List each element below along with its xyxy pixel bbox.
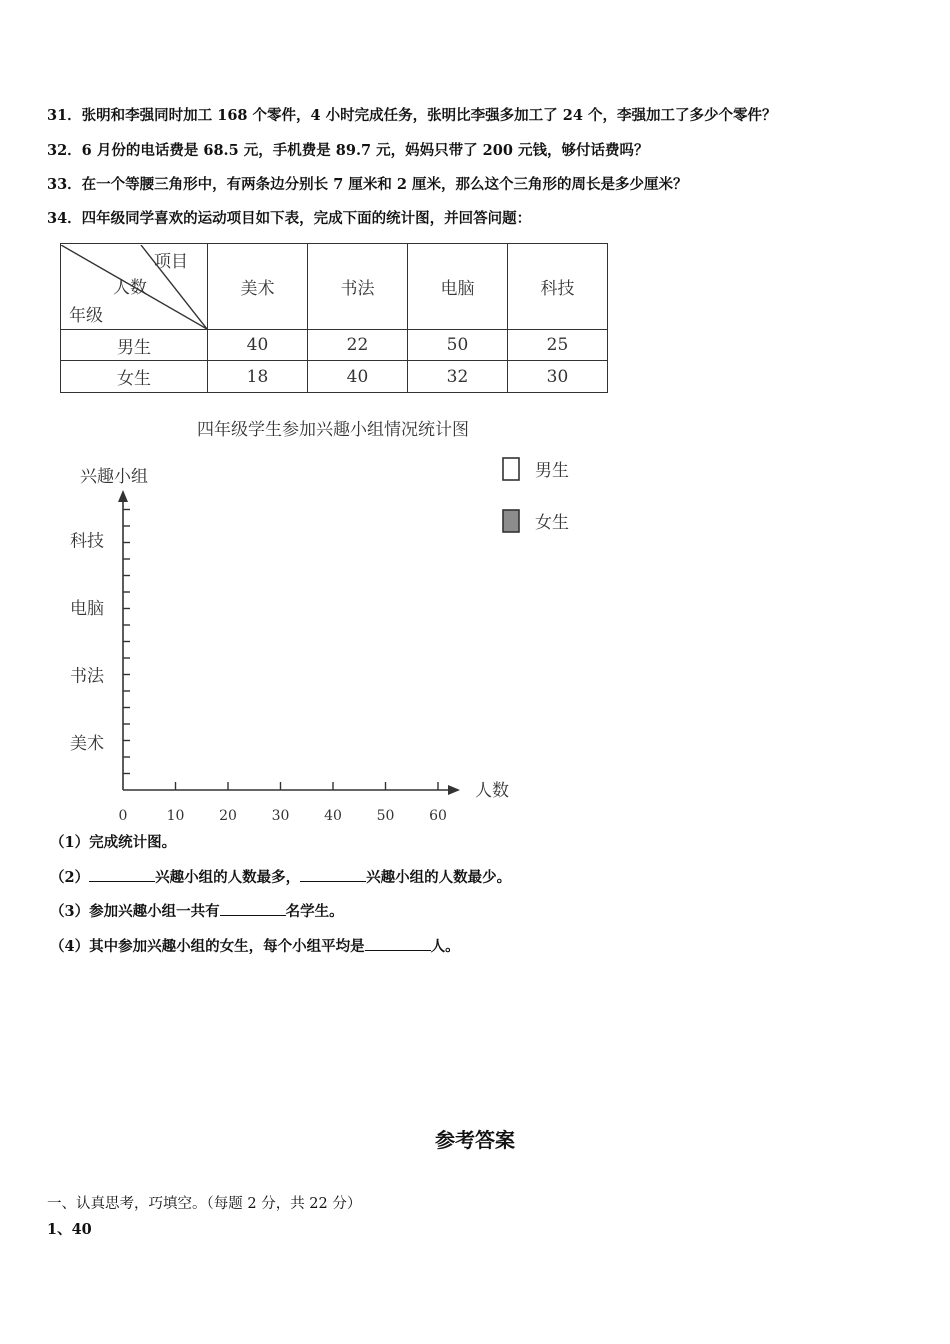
table-cell: 22: [308, 330, 408, 361]
table-row: [61, 330, 608, 361]
sub-question-2-middle: 兴趣小组的人数最多，: [155, 869, 301, 886]
sub-question-2: [50, 866, 511, 887]
row-label: 男生: [61, 330, 208, 361]
table-cell: 30: [508, 361, 608, 393]
legend-label: 女生: [535, 513, 569, 533]
table-cell: 40: [308, 361, 408, 393]
question-31: 31．张明和李强同时加工 168 个零件，4 小时完成任务，张明比李强多加工了 24 个，李强加工了多少个零件？: [47, 107, 777, 124]
x-tick-label: 30: [271, 808, 290, 824]
column-header: 美术: [208, 244, 308, 330]
column-header: 科技: [508, 244, 608, 330]
corner-label-grade: 年级: [69, 305, 103, 326]
table-cell: 32: [408, 361, 508, 393]
column-header: 书法: [308, 244, 408, 330]
sub-question-2-prefix: （2）: [50, 869, 90, 886]
sub-question-4-suffix: 人。: [430, 938, 460, 955]
table-cell: 25: [508, 330, 608, 361]
x-tick-label: 60: [429, 808, 447, 824]
question-34: 34．四年级同学喜欢的运动项目如下表，完成下面的统计图，并回答问题：: [47, 210, 532, 227]
bar-chart: [0, 410, 950, 830]
sub-question-2-suffix: 兴趣小组的人数最少。: [366, 869, 512, 886]
x-tick-label: 50: [376, 808, 395, 824]
x-axis-label: 人数: [475, 781, 509, 801]
answer-blank[interactable]: [220, 901, 286, 916]
x-tick-label: 40: [324, 808, 342, 824]
row-label: 女生: [61, 361, 208, 393]
answer-1: 1、40: [47, 1221, 92, 1238]
y-category-label: 书法: [70, 666, 104, 687]
table-cell: 50: [408, 330, 508, 361]
answer-blank[interactable]: [365, 936, 431, 951]
table-corner-cell: [61, 244, 208, 330]
sub-question-4: [50, 935, 460, 956]
question-32: 32．6 月份的电话费是 68.5 元，手机费是 89.7 元，妈妈只带了 200 元钱，够付话费吗？: [47, 142, 649, 159]
answer-blank[interactable]: [89, 867, 155, 882]
sub-question-3: [50, 900, 344, 921]
data-table: [60, 243, 608, 393]
y-category-label: 科技: [70, 531, 104, 552]
legend-swatch: [503, 510, 519, 532]
sub-question-3-suffix: 名学生。: [285, 903, 344, 920]
answer-blank[interactable]: [300, 867, 366, 882]
sub-question-1: （1）完成统计图。: [50, 834, 177, 851]
y-category-label: 美术: [70, 734, 104, 754]
y-axis-arrow: [118, 490, 128, 502]
sub-question-4-prefix: （4）其中参加兴趣小组的女生，每个小组平均是: [50, 938, 365, 955]
x-axis-arrow: [448, 785, 460, 795]
y-axis-label: 兴趣小组: [80, 467, 148, 487]
y-category-label: 电脑: [70, 599, 104, 619]
table-cell: 40: [208, 330, 308, 361]
x-tick-label: 0: [118, 808, 128, 824]
column-header: 电脑: [408, 244, 508, 330]
question-33: 33．在一个等腰三角形中，有两条边分别长 7 厘米和 2 厘米，那么这个三角形的周长是多少厘米？: [47, 176, 688, 193]
legend-swatch: [503, 458, 519, 480]
x-tick-label: 10: [166, 808, 185, 824]
legend-label: 男生: [535, 461, 569, 481]
table-row: [61, 361, 608, 393]
sub-question-3-prefix: （3）参加兴趣小组一共有: [50, 903, 220, 920]
corner-label-item: 项目: [154, 251, 188, 272]
corner-label-count: 人数: [113, 277, 147, 298]
answer-title: 参考答案: [435, 1128, 515, 1152]
answer-section-heading: 一、认真思考，巧填空。（每题 2 分，共 22 分）: [47, 1196, 362, 1212]
chart-title: 四年级学生参加兴趣小组情况统计图: [197, 420, 469, 440]
x-tick-label: 20: [219, 808, 237, 824]
table-cell: 18: [208, 361, 308, 393]
